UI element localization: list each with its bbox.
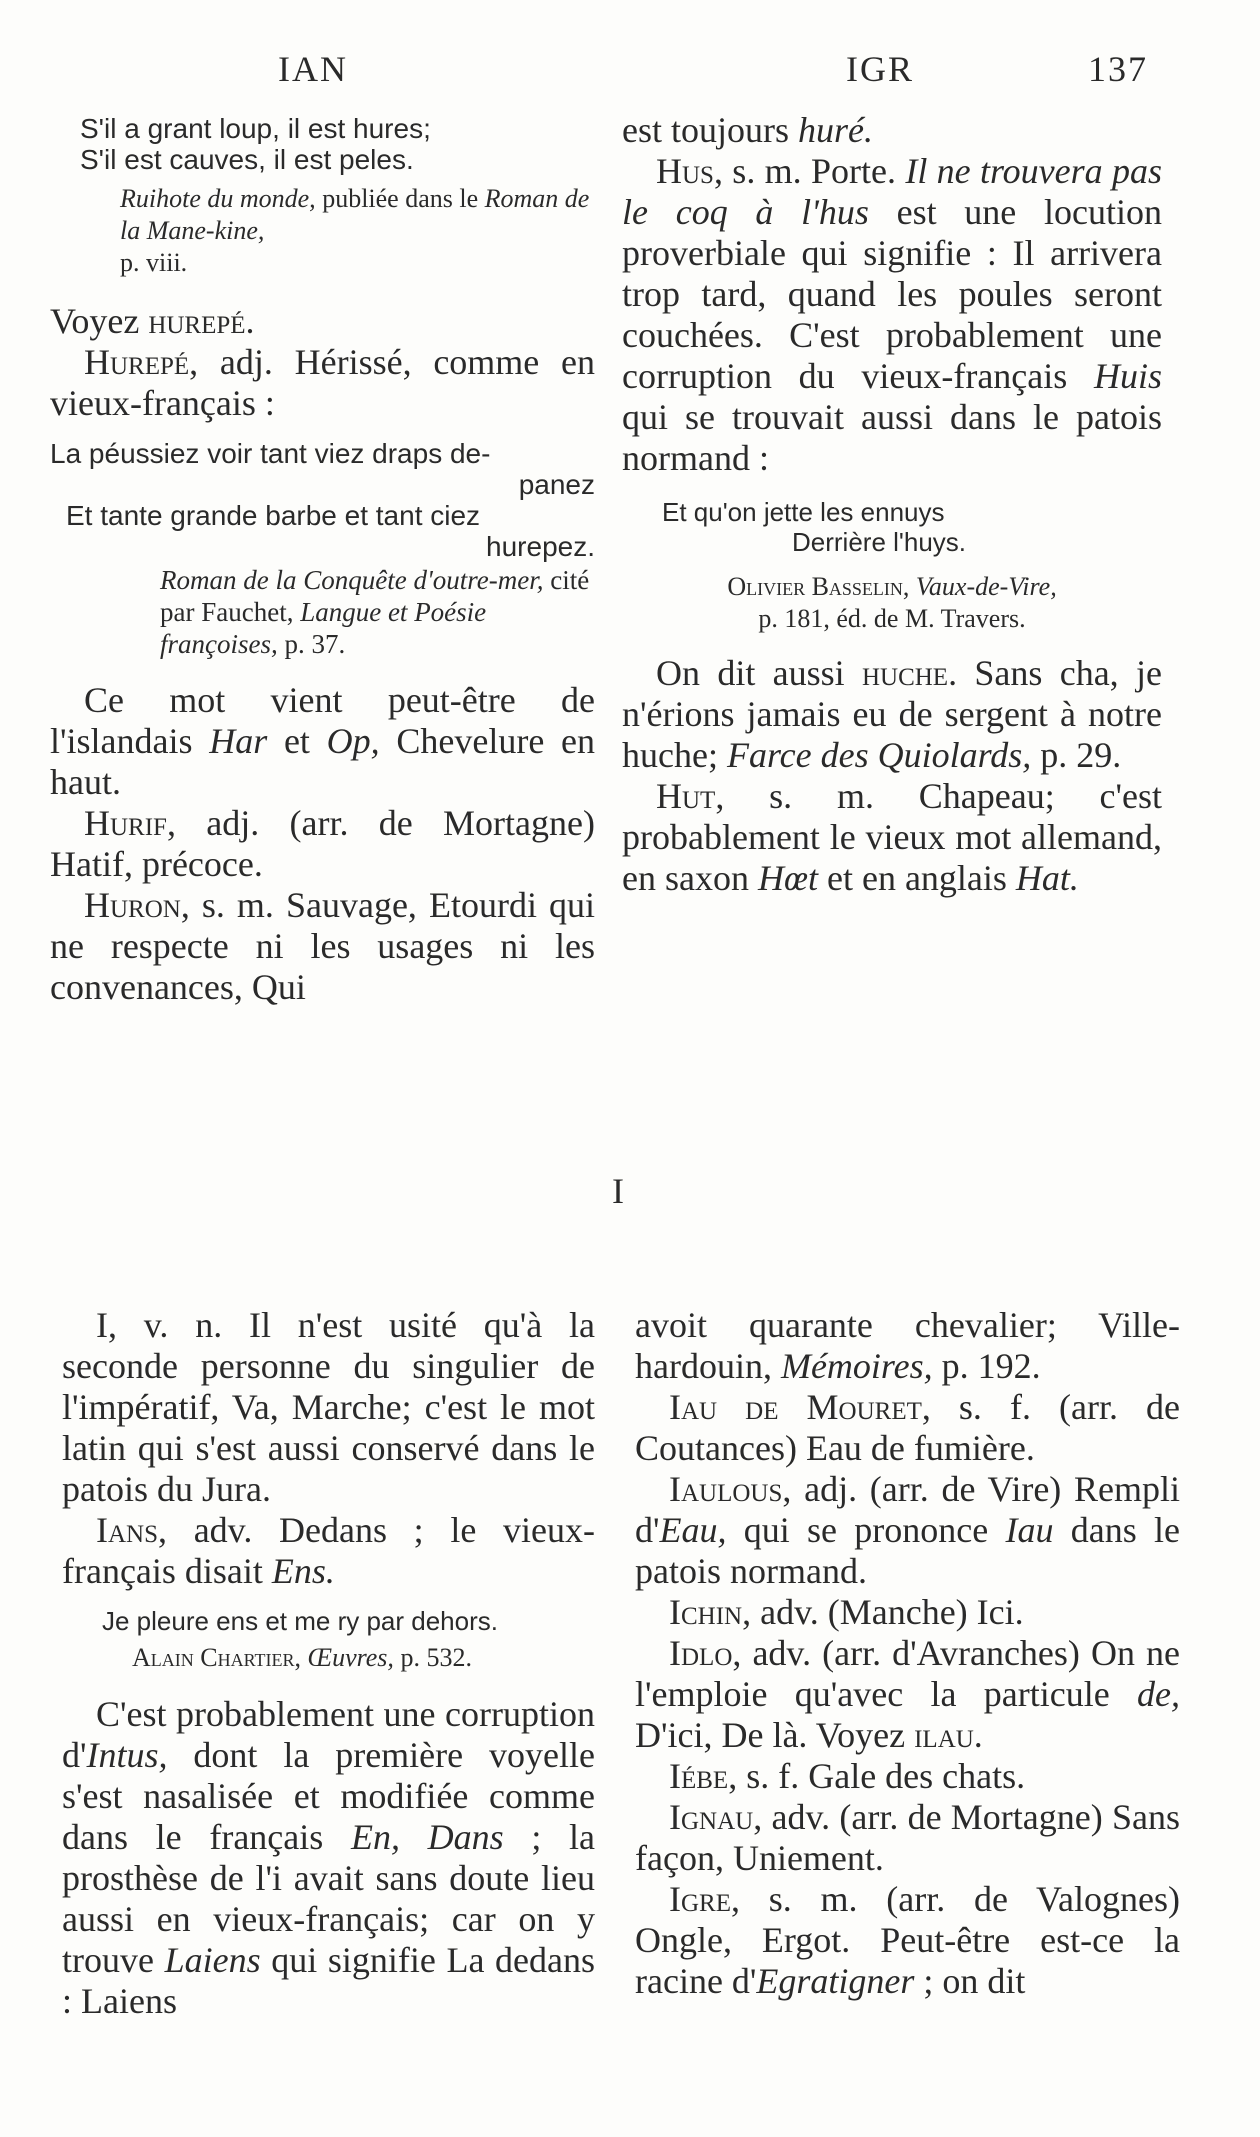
cite-author: Olivier Basselin, [727, 572, 910, 601]
quote-line: panez [518, 469, 595, 500]
quote-line: S'il a grant loup, il est hures; [80, 113, 431, 144]
top-right-column [622, 110, 1162, 899]
italic-word: huré. [798, 110, 873, 150]
quote-line: La péussiez voir tant viez draps de- [50, 438, 491, 469]
section-letter: I [612, 1171, 624, 1211]
italic-phrase: Farce des Quiolards, [726, 735, 1032, 775]
entry-text: est une locution proverbiale qui signifie : Il arrivera trop tard, quand les poules seront couchées. C'est probablement une corruption du vieux-français [622, 192, 1163, 396]
entry-text: adj. Hérissé, comme en vieux-français : [50, 342, 595, 423]
top-left-column [50, 113, 595, 1008]
quote-line: Et qu'on jette les ennuys [662, 497, 945, 527]
cite-title: Roman de la Conquête d'outre-mer, [160, 565, 544, 595]
italic-word: Huis [1093, 356, 1162, 396]
citation [50, 183, 600, 279]
continuation [635, 1305, 1180, 1387]
entry-text: s. m. Sauvage, Etourdi qui ne respecte ni les usages ni les convenances, Qui [50, 885, 595, 1007]
entry-hurepe [50, 342, 595, 424]
italic-word: de, [1137, 1674, 1180, 1714]
quote-block [622, 497, 1162, 557]
ref-word: ilau. [914, 1715, 983, 1755]
entry-text: dans le patois normand. [635, 1510, 1180, 1591]
entry-igre [635, 1879, 1180, 2002]
paragraph [622, 653, 1162, 776]
text: p. 29. [1031, 735, 1122, 775]
italic-word: Egratigner [756, 1961, 915, 2001]
quote-line: Je pleure ens et me ry par dehors. [102, 1606, 498, 1636]
headword: Iau de Mouret, [669, 1387, 931, 1427]
quote-line: Derrière l'huys. [792, 527, 967, 557]
italic-word: Ens. [271, 1551, 335, 1591]
entry-iaulous [635, 1469, 1180, 1592]
cite-text: le [459, 184, 485, 213]
text: dont la première voyelle s'est nasalisée et modifiée comme dans le français [62, 1735, 595, 1857]
headword: Hurepé, [84, 342, 199, 382]
entry-text: s. f. Gale des chats. [737, 1756, 1026, 1796]
entry-huron [50, 885, 595, 1008]
italic-word: Intus, [86, 1735, 168, 1775]
entry-hus [622, 151, 1162, 479]
cite-title: Vaux-de-Vire, [909, 572, 1057, 601]
citation [50, 564, 595, 660]
entry-ians [62, 1510, 595, 1592]
italic-word: Har [209, 721, 268, 761]
ref-word: hurepé. [148, 301, 255, 341]
entry-ignau [635, 1797, 1180, 1879]
text: qui signifie La dedans : Laiens [62, 1940, 596, 2021]
bottom-right-column [635, 1305, 1180, 2002]
entry-text: D'ici, De là. Voyez [635, 1715, 915, 1755]
bottom-left-column [62, 1305, 595, 2022]
cite-page: p. 181, éd. de M. Travers. [758, 604, 1026, 633]
headword: Huron, [84, 885, 190, 925]
text: Chevelure en haut. [50, 721, 595, 802]
headword: Hut, [656, 776, 725, 816]
entry-hurif [50, 803, 595, 885]
cite-title: Œuvres, [301, 1643, 394, 1672]
headword: Hus, [656, 151, 723, 191]
text: Sans cha, je n'érions jamais eu de sergent à notre huche; [622, 653, 1162, 775]
entry-text: qui se trouvait aussi dans le patois normand : [622, 397, 1162, 478]
italic-phrase: Il ne trouvera pas le coq à l'hus [622, 151, 1162, 232]
cite-title: Roman de la Mane-kine, [120, 184, 590, 245]
entry-text: s. m. (arr. de Valognes) Ongle, Ergot. Peut-être est-ce la racine d' [635, 1879, 1180, 2001]
running-head-center: IGR [846, 49, 914, 89]
cross-reference [50, 301, 595, 342]
text: Ce mot vient peut-être de l'islandais [50, 680, 595, 761]
ref-word: huche. [861, 653, 958, 693]
text: ; la prosthèse de l'i avait sans doute lieu aussi en vieux-français; car on y trouve [62, 1817, 595, 1980]
italic-word: Eau, [659, 1510, 727, 1550]
text: avoit quarante chevalier; Villehardouin, [635, 1305, 1180, 1386]
text: On dit aussi [656, 653, 862, 693]
headword: Ians, [96, 1510, 168, 1550]
quote-line: hurepez. [486, 531, 595, 562]
text: et [267, 721, 327, 761]
cite-text: publiée dans [315, 184, 453, 213]
entry-text: adj. (arr. de Mortagne) Hatif, précoce. [50, 803, 595, 884]
italic-word: Laiens [164, 1940, 261, 1980]
entry-text: adv. (arr. de Mortagne) Sans façon, Uniement. [635, 1797, 1180, 1878]
text: est toujours [622, 110, 798, 150]
entry-text: et en anglais [817, 858, 1016, 898]
italic-word: Hœt [757, 858, 818, 898]
italic-word: Iau [1005, 1510, 1054, 1550]
cite-text: cité par Fauchet, [160, 565, 590, 627]
entry-text: adj. (arr. de Vire) Rempli d' [635, 1469, 1180, 1550]
text: p. 192. [932, 1346, 1041, 1386]
voyez-text: Voyez [50, 301, 149, 341]
italic-word: Hat. [1015, 858, 1079, 898]
entry-ichin [635, 1592, 1180, 1633]
entry-iau [635, 1387, 1180, 1469]
italic-word: Mémoires, [780, 1346, 933, 1386]
paragraph [62, 1694, 595, 2022]
headword: Iébe, [669, 1756, 738, 1796]
quote-block [50, 438, 595, 562]
cite-page: p. 37. [277, 629, 346, 659]
entry-text: ; on dit [914, 1961, 1026, 2001]
entry-text: qui se prononce [726, 1510, 1006, 1550]
entry-hut [622, 776, 1162, 899]
entry-text: adv. (arr. d'Avranches) On ne l'emploie qu'avec la particule [635, 1633, 1180, 1714]
entry-iebe [635, 1756, 1180, 1797]
cite-title: Langue et Poésie françoises, [160, 597, 487, 659]
entry-text: adv. Dedans ; le vieux-français disait [62, 1510, 595, 1591]
cite-title: Ruihote du monde, [120, 184, 316, 213]
headword: Iaulous, [669, 1469, 792, 1509]
headword: Ichin, [669, 1592, 752, 1632]
entry-i: I, v. n. Il n'est usité qu'à la seconde personne du singulier de l'impératif, Va, Marche; c'est le mot latin qui s'est aussi conservé dans le patois du Jura. [62, 1305, 595, 1509]
text: C'est probablement une corruption d' [62, 1694, 595, 1775]
headword: Idlo, [669, 1633, 742, 1673]
running-head-left: IAN [278, 49, 348, 89]
page-number: 137 [1088, 49, 1148, 89]
quote-line: S'il est cauves, il est peles. [80, 144, 414, 175]
citation [62, 1642, 595, 1674]
paragraph [50, 680, 595, 803]
entry-text: adv. (Manche) Ici. [751, 1592, 1024, 1632]
cite-page: p. 532. [393, 1643, 472, 1672]
citation [622, 571, 1162, 635]
headword: Ignau, [669, 1797, 763, 1837]
italic-word: Op, [326, 721, 380, 761]
headword: Igre, [669, 1879, 740, 1919]
quote-line: Et tante grande barbe et tant ciez [66, 500, 481, 531]
italic-word: En, Dans [350, 1817, 504, 1857]
cite-author: Alain Chartier, [132, 1643, 302, 1672]
headword: Hurif, [84, 803, 176, 843]
entry-text: s. m. Porte. [722, 151, 906, 191]
entry-text: s. f. (arr. de Coutances) Eau de fumière. [635, 1387, 1180, 1468]
continuation [622, 110, 1162, 151]
cite-page: p. viii. [120, 248, 188, 277]
entry-idlo [635, 1633, 1180, 1756]
entry-text: s. m. Chapeau; c'est probablement le vieux mot allemand, en saxon [622, 776, 1162, 898]
